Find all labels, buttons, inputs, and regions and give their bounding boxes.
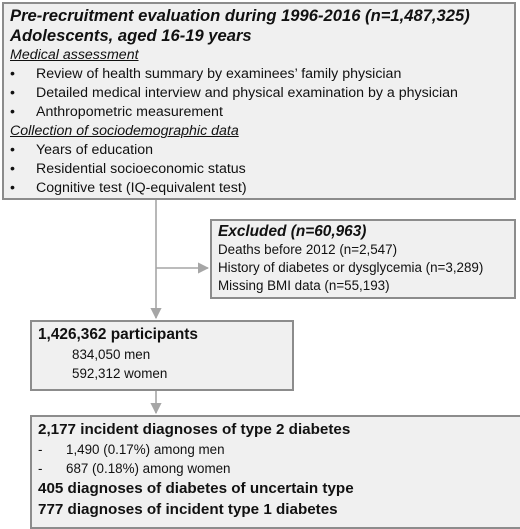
recruitment-title: Pre-recruitment evaluation during 1996-2016 (n=1,487,325) [10, 6, 470, 25]
sociodemographic-heading: Collection of sociodemographic data [10, 123, 239, 139]
list-item-text: Residential socioeconomic status [36, 161, 246, 177]
bullet-icon: • [10, 161, 15, 177]
type2-among-men-text: 1,490 (0.17%) among men [66, 442, 225, 457]
bullet-icon: • [10, 104, 15, 120]
medical-assessment-heading: Medical assessment [10, 47, 139, 63]
list-item-text: Review of health summary by examinees’ family physician [36, 66, 402, 82]
list-item-text: Years of education [36, 142, 154, 158]
type2-diagnoses: 2,177 incident diagnoses of type 2 diabetes [38, 421, 351, 438]
bullet-icon: • [10, 85, 15, 101]
recruitment-subtitle: Adolescents, aged 16-19 years [10, 26, 252, 45]
list-item-text: Anthropometric measurement [36, 104, 223, 120]
bullet-icon: • [10, 180, 15, 196]
bullet-icon: • [10, 142, 15, 158]
participants-men: 834,050 men [72, 347, 151, 362]
uncertain-type-diagnoses: 405 diagnoses of diabetes of uncertain type [38, 480, 354, 497]
excluded-item: Deaths before 2012 (n=2,547) [218, 242, 398, 257]
list-item-text: Cognitive test (IQ-equivalent test) [36, 180, 247, 196]
excluded-item: History of diabetes or dysglycemia (n=3,289) [218, 260, 484, 275]
list-item-text: Detailed medical interview and physical examination by a physician [36, 85, 458, 101]
participants-women: 592,312 women [72, 366, 168, 381]
excluded-title: Excluded (n=60,963) [218, 223, 367, 240]
type2-among-women-text: 687 (0.18%) among women [66, 461, 231, 476]
dash-icon: - [38, 461, 43, 476]
bullet-icon: • [10, 66, 15, 82]
participants-total: 1,426,362 participants [38, 326, 198, 343]
dash-icon: - [38, 442, 43, 457]
type1-diagnoses: 777 diagnoses of incident type 1 diabetes [38, 501, 338, 518]
excluded-item: Missing BMI data (n=55,193) [218, 278, 390, 293]
